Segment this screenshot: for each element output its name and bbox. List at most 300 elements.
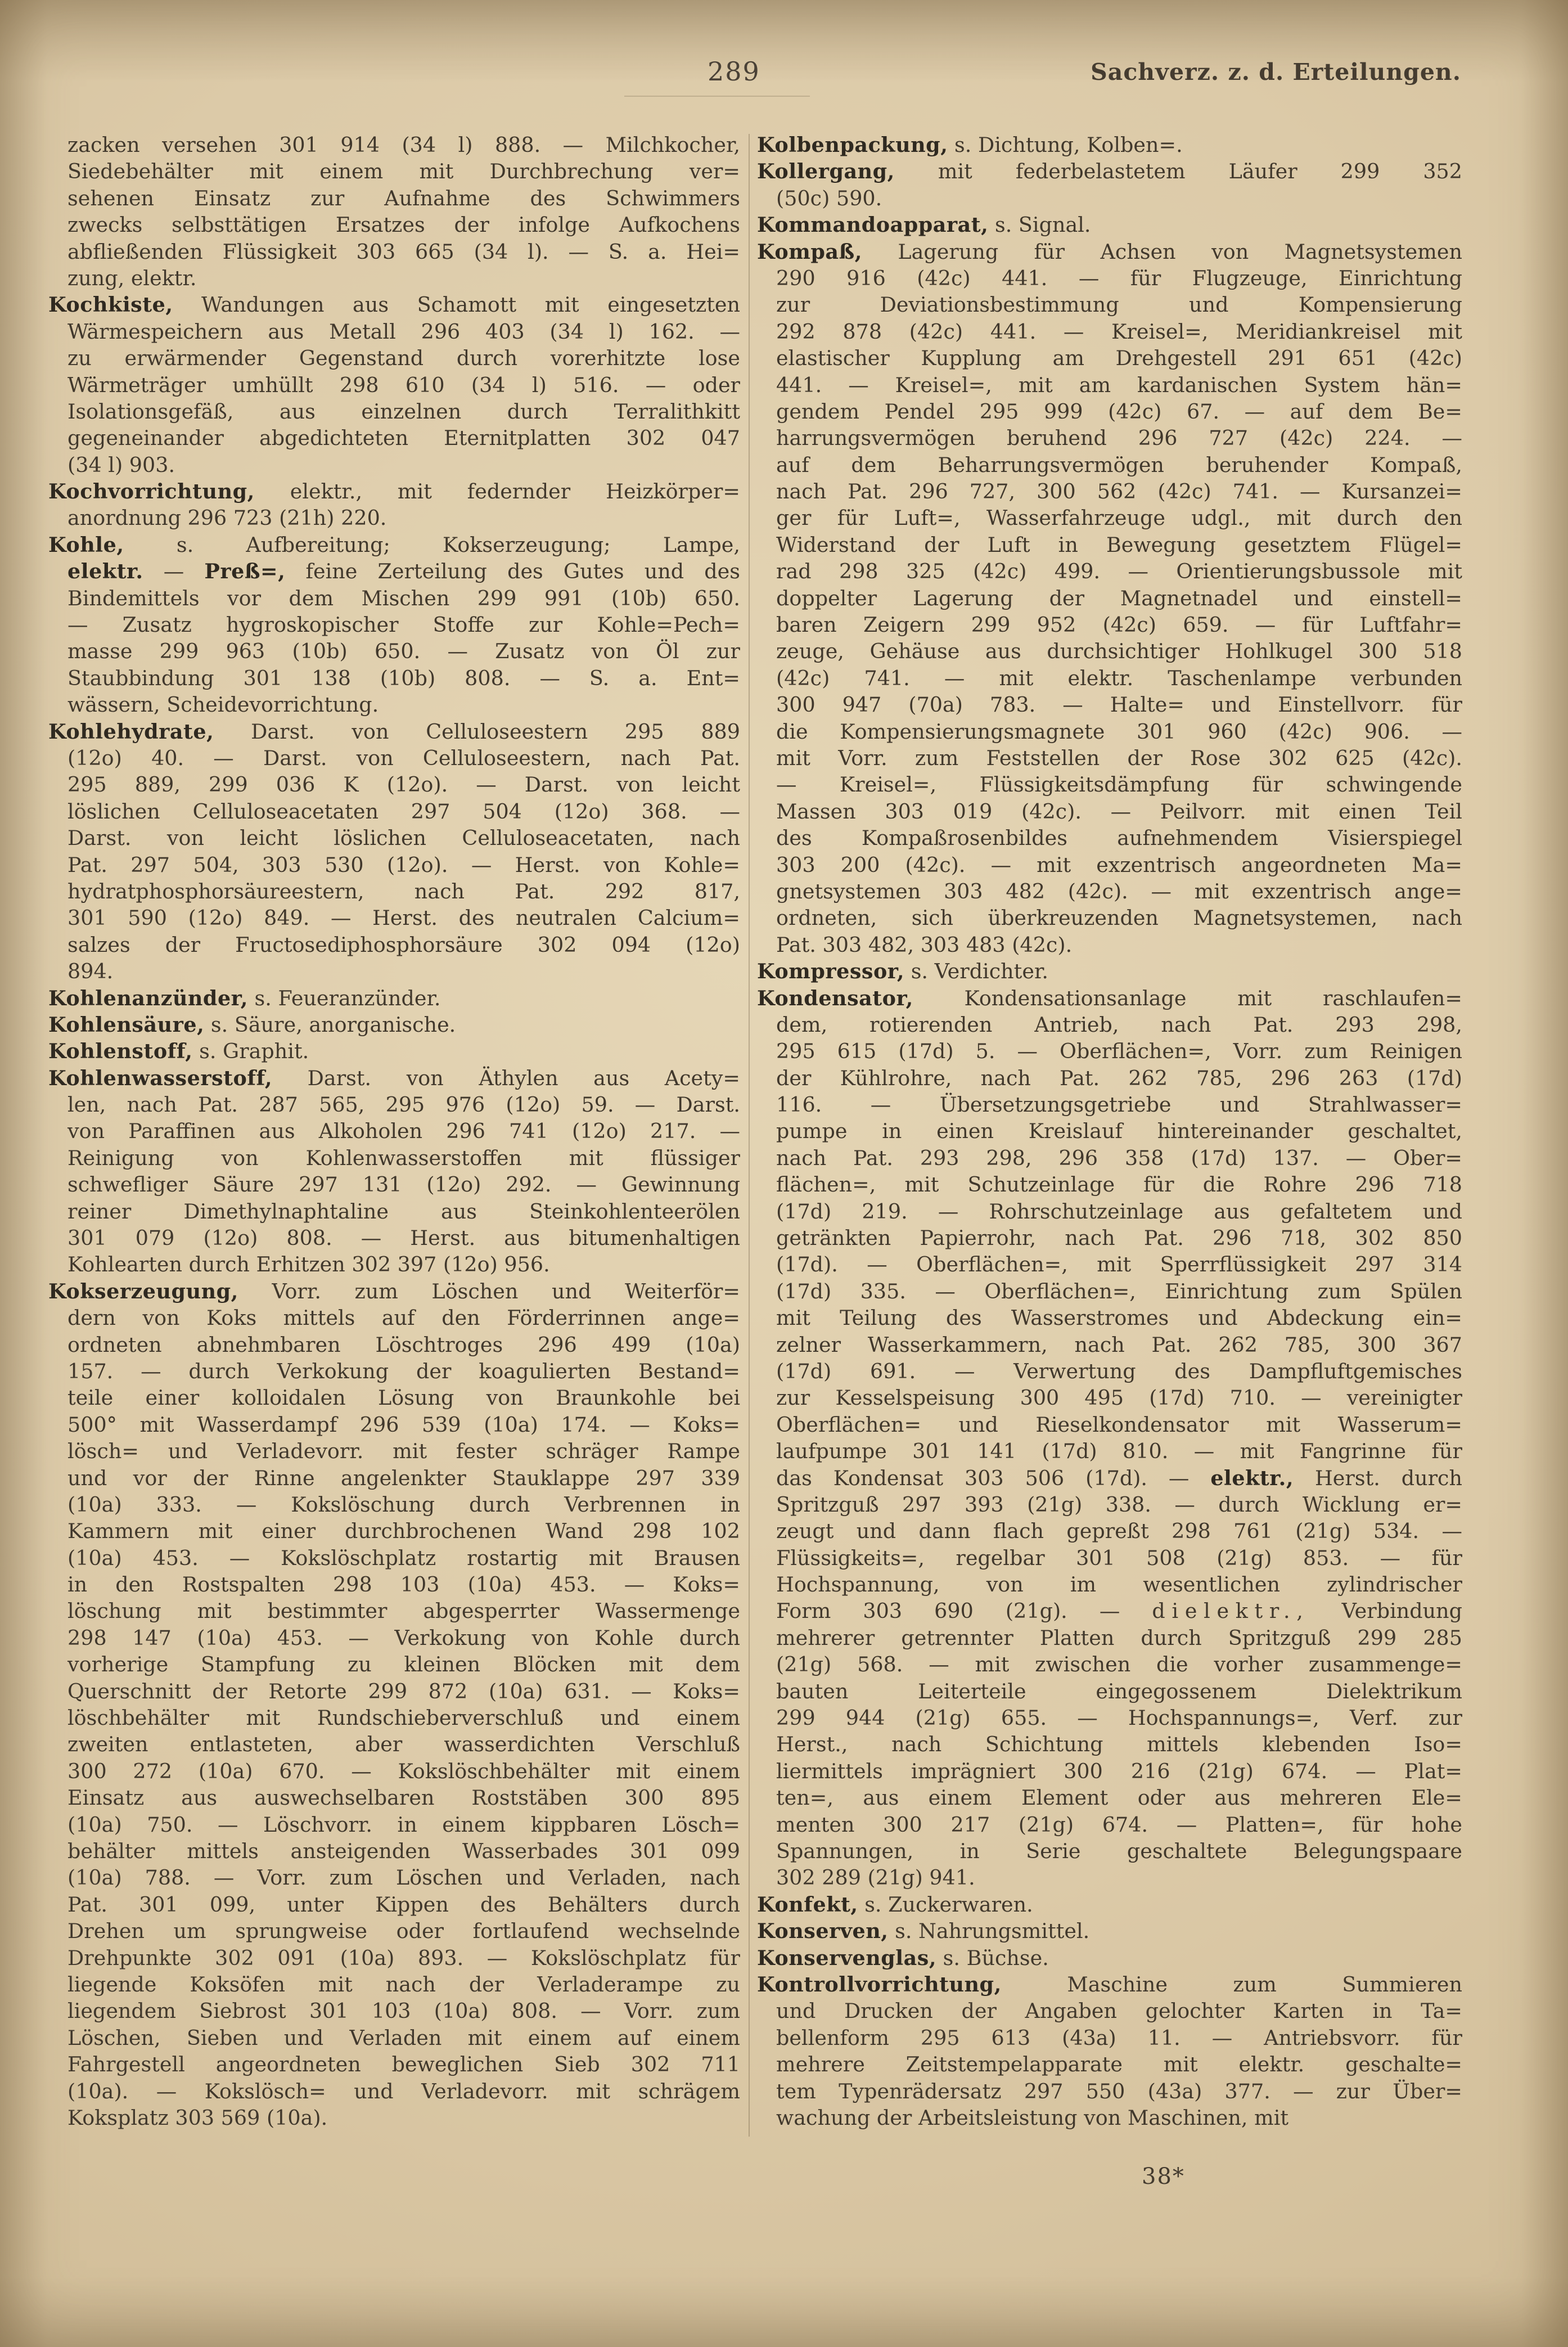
entry-line [757, 1651, 1462, 1678]
entry-text: Siedebehälter mit einem mit Durchbrechung ver= [67, 159, 740, 184]
entry-text: doppelter Lagerung der Magnetnadel und einstell= [776, 586, 1462, 610]
entry-line [757, 2025, 1462, 2051]
entry-text: schwefliger Säure 297 131 (12o) 292. — Gewinnung [67, 1172, 740, 1197]
entry-text: mit federbelastetem Läufer 299 352 [894, 159, 1462, 184]
entry-text: pumpe in einen Kreislauf hintereinander geschaltet, [776, 1119, 1462, 1144]
entry-text: Flüssigkeits=, regelbar 301 508 (21g) 853. — für [776, 1545, 1462, 1570]
index-entry [757, 212, 1462, 238]
entry-text: Massen 303 019 (42c). — Peilvorr. mit einen Teil [776, 799, 1462, 824]
entry-text: der Kühlrohre, nach Pat. 262 785, 296 263 (17d) [776, 1065, 1462, 1090]
entry-text: Kondensationsanlage mit raschlaufen= [913, 986, 1462, 1010]
entry-text: Kammern mit einer durchbrochenen Wand 298 102 [67, 1519, 740, 1544]
running-header-title: Sachverz. z. d. Erteilungen. [1091, 59, 1461, 86]
entry-text: (21g) 568. — mit zwischen die vorher zusammenge= [776, 1652, 1462, 1677]
entry-text: masse 299 963 (10b) 650. — Zusatz von Öl zur [67, 639, 740, 664]
entry-line [48, 1971, 740, 1998]
entry-text: mehrere Zeitstempelapparate mit elektr. geschalte= [776, 2052, 1462, 2077]
entry-line [48, 1731, 740, 1757]
entry-line [757, 1491, 1462, 1518]
entry-line [757, 1091, 1462, 1118]
entry-line [757, 505, 1462, 531]
entry-line [48, 1145, 740, 1171]
entry-line [48, 372, 740, 398]
entry-line [757, 638, 1462, 664]
entry-text: (34 l) 903. [67, 452, 175, 477]
entry-text: ten=, aus einem Element oder aus mehreren Ele= [776, 1786, 1462, 1810]
entry-text: des Kompaßrosenbildes aufnehmendem Visierspiegel [776, 826, 1462, 851]
entry-line [48, 2078, 740, 2105]
entry-text: (17d) 219. — Rohrschutzeinlage aus gefaltetem und [776, 1199, 1462, 1224]
entry-text: 894. [67, 959, 114, 984]
entry-line [757, 318, 1462, 345]
entry-line [48, 158, 740, 185]
entry-text: behälter mittels ansteigenden Wasserbades 301 099 [67, 1839, 740, 1863]
entry-line [48, 505, 740, 531]
entry-headword: Kolbenpackung, [757, 133, 948, 157]
entry-line [48, 1358, 740, 1384]
entry-text: Verbindung [1309, 1599, 1462, 1624]
entry-text: lösch= und Verladevorr. mit fester schräger Rampe [67, 1439, 740, 1464]
entry-text: mit Vorr. zum Feststellen der Rose 302 625 (42c). [776, 745, 1462, 770]
entry-text: Einsatz aus auswechselbaren Roststäben 300 895 [67, 1786, 740, 1810]
entry-text: 299 944 (21g) 655. — Hochspannungs=, Verf. zur [776, 1706, 1462, 1730]
entry-line [757, 1011, 1462, 1038]
entry-line [48, 239, 740, 265]
entry-line [757, 1571, 1462, 1598]
entry-line [757, 2105, 1462, 2131]
entry-text: (17d) 691. — Verwertung des Dampfluftgemisches [776, 1359, 1462, 1383]
entry-text: Maschine zum Summieren [1001, 1972, 1462, 1997]
entry-headword: Preß=, [204, 559, 286, 584]
entry-line [48, 1251, 740, 1278]
entry-line [757, 532, 1462, 558]
entry-text: flächen=, mit Schutzeinlage für die Rohre 296 718 [776, 1172, 1462, 1197]
entry-line [757, 425, 1462, 451]
entry-text: Lagerung für Achsen von Magnetsystemen [862, 239, 1462, 264]
entry-text: gnetsystemen 303 482 (42c). — mit exzentrisch ange= [776, 879, 1462, 903]
entry-line [757, 665, 1462, 691]
entry-text: rad 298 325 (42c) 499. — Orientierungsbussole mit [776, 559, 1462, 584]
entry-line [48, 1491, 740, 1518]
entry-text: Widerstand der Luft in Bewegung gesetztem Flügel= [776, 532, 1462, 557]
entry-text: liermittels imprägniert 300 216 (21g) 674. — Plat= [776, 1759, 1462, 1783]
entry-text: Fahrgestell angeordneten beweglichen Sieb 302 711 [67, 2052, 740, 2077]
entry-text: Staubbindung 301 138 (10b) 808. — S. a. Ent= [67, 666, 740, 690]
entry-line [48, 1091, 740, 1118]
entry-line [757, 612, 1462, 638]
entry-line [757, 1438, 1462, 1464]
entry-line [48, 2025, 740, 2051]
entry-line [757, 825, 1462, 851]
entry-text: ger für Luft=, Wasserfahrzeuge udgl., mit durch den [776, 506, 1462, 530]
entry-line [48, 1518, 740, 1544]
entry-headword: Konfekt, [757, 1892, 858, 1917]
entry-text: s. Aufbereitung; Kokserzeugung; Lampe, [124, 532, 740, 557]
entry-line [48, 1891, 740, 1918]
entry-line [757, 2078, 1462, 2105]
entry-line [757, 1811, 1462, 1838]
entry-line [757, 452, 1462, 478]
entry-line [48, 1838, 740, 1864]
entry-line [757, 265, 1462, 291]
entry-text: abfließenden Flüssigkeit 303 665 (34 l). — S. a. Hei= [67, 239, 740, 264]
entry-text: s. Säure, anorganische. [204, 1012, 456, 1037]
entry-text: ordneten, sich überkreuzenden Magnetsystemen, nach [776, 906, 1462, 930]
entry-headword: Kochvorrichtung, [48, 479, 255, 504]
entry-text: 295 615 (17d) 5. — Oberflächen=, Vorr. zum Reinigen [776, 1039, 1462, 1064]
entry-headword: Kompaß, [757, 239, 862, 264]
index-entry [757, 958, 1462, 984]
entry-text: s. Graphit. [192, 1039, 309, 1064]
entry-line [48, 1625, 740, 1651]
entry-text: löschbehälter mit Rundschieberverschluß und einem [67, 1706, 740, 1730]
entry-line [757, 1332, 1462, 1358]
index-entry [48, 1278, 740, 2132]
entry-text: 301 590 (12o) 849. — Herst. des neutralen Calcium= [67, 906, 740, 930]
entry-line [48, 212, 740, 238]
entry-text: len, nach Pat. 287 565, 295 976 (12o) 59. — Darst. [67, 1092, 740, 1117]
entry-text: 290 916 (42c) 441. — für Flugzeuge, Einrichtung [776, 266, 1462, 290]
entry-line [48, 1038, 740, 1064]
entry-headword: elektr., [1210, 1465, 1294, 1490]
entry-line [48, 1918, 740, 1944]
signature-mark: 38* [1142, 2164, 1185, 2189]
entry-line [757, 345, 1462, 371]
entry-line [757, 132, 1462, 158]
entry-text: dielektr., [1152, 1599, 1310, 1624]
entry-line [757, 1731, 1462, 1757]
entry-text: s. Dichtung, Kolben=. [948, 133, 1183, 157]
entry-text: liegendem Siebrost 301 103 (10a) 808. — Vorr. zum [67, 1999, 740, 2024]
entry-text: gendem Pendel 295 999 (42c) 67. — auf dem Be= [776, 399, 1462, 424]
entry-headword: Kondensator, [757, 986, 913, 1010]
entry-line [48, 1811, 740, 1838]
entry-text: und Drucken der Angaben gelochter Karten in Ta= [776, 1999, 1462, 2024]
entry-text: Drehen um sprungweise oder fortlaufend wechselnde [67, 1919, 740, 1944]
entry-line [757, 2051, 1462, 2078]
entry-text: sehenen Einsatz zur Aufnahme des Schwimmers [67, 186, 740, 210]
right-column [757, 132, 1462, 2131]
entry-line [48, 985, 740, 1011]
entry-text: nach Pat. 293 298, 296 358 (17d) 137. — Ober= [776, 1145, 1462, 1170]
column-divider-rule [749, 134, 750, 2137]
entry-text: 500° mit Wasserdampf 296 539 (10a) 174. — Koks= [67, 1412, 740, 1437]
entry-line [757, 398, 1462, 425]
entry-headword: Kokserzeugung, [48, 1279, 238, 1303]
entry-text: löschung mit bestimmter abgesperrter Wassermenge [67, 1599, 740, 1624]
entry-headword: Kohle, [48, 532, 124, 557]
entry-line [48, 1598, 740, 1624]
entry-text: reiner Dimethylnaphtaline aus Steinkohlenteerölen [67, 1199, 740, 1224]
entry-line [757, 745, 1462, 771]
entry-line [48, 1465, 740, 1491]
entry-line [757, 1198, 1462, 1225]
entry-text: Darst. von Äthylen aus Acety= [272, 1065, 740, 1090]
entry-headword: Kompressor, [757, 959, 905, 984]
entry-text: zung, elektr. [67, 266, 197, 290]
entry-text: Drehpunkte 302 091 (10a) 893. — Kokslöschplatz für [67, 1945, 740, 1970]
entry-text: und vor der Rinne angelenkter Stauklappe 297 339 [67, 1465, 740, 1490]
entry-line [757, 291, 1462, 318]
entry-text: wachung der Arbeitsleistung von Maschinen, mit [776, 2105, 1289, 2130]
entry-line [757, 1411, 1462, 1438]
entry-line [48, 291, 740, 318]
entry-text: Wärmeträger umhüllt 298 610 (34 l) 516. — oder [67, 372, 740, 397]
entry-text: das Kondensat 303 506 (17d). — [776, 1465, 1211, 1490]
entry-text: s. Feueranzünder. [247, 986, 441, 1010]
entry-line [48, 558, 740, 584]
index-entry [48, 1038, 740, 1064]
entry-text: salzes der Fructosediphosphorsäure 302 094 (12o) [67, 932, 740, 957]
entry-line [48, 478, 740, 505]
entry-headword: Kontrollvorrichtung, [757, 1972, 1002, 1997]
index-entry [48, 532, 740, 718]
index-entry [48, 478, 740, 532]
entry-line [48, 905, 740, 931]
entry-text: nach Pat. 296 727, 300 562 (42c) 741. — Kursanzei= [776, 479, 1462, 504]
entry-line [757, 1038, 1462, 1064]
entry-text: Herst., nach Schichtung mittels klebenden Iso= [776, 1732, 1462, 1757]
index-entry [48, 291, 740, 478]
entry-line [48, 612, 740, 638]
entry-line [48, 1864, 740, 1891]
entry-text: zur Deviationsbestimmung und Kompensierung [776, 293, 1462, 317]
entry-line [757, 1278, 1462, 1305]
entry-text: Hochspannung, von im wesentlichen zylindrischer [776, 1572, 1462, 1597]
entry-text: wässern, Scheidevorrichtung. [67, 693, 379, 717]
entry-text: Pat. 297 504, 303 530 (12o). — Herst. von Kohle= [67, 852, 740, 877]
entry-text: Oberflächen= und Rieselkondensator mit Wasserum= [776, 1412, 1462, 1437]
entry-line [48, 852, 740, 878]
entry-line [757, 558, 1462, 584]
entry-text: baren Zeigern 299 952 (42c) 659. — für Luftfahr= [776, 613, 1462, 637]
entry-line [757, 691, 1462, 718]
entry-line [48, 1998, 740, 2024]
entry-line [757, 1678, 1462, 1705]
index-entry [757, 132, 1462, 158]
entry-text: 303 200 (42c). — mit exzentrisch angeordneten Ma= [776, 852, 1462, 877]
entry-line [757, 1384, 1462, 1411]
entry-text: Reinigung von Kohlenwasserstoffen mit flüssiger [67, 1145, 740, 1170]
entry-line [757, 1171, 1462, 1198]
entry-headword: elektr. [67, 559, 143, 584]
entry-text: zur Kesselspeisung 300 495 (17d) 710. — vereinigter [776, 1386, 1462, 1410]
entry-line [48, 1758, 740, 1784]
entry-text: elektr., mit federnder Heizkörper= [254, 479, 740, 504]
entry-text: auf dem Beharrungsvermögen beruhender Kompaß, [776, 452, 1462, 477]
entry-text: dern von Koks mittels auf den Förderrinnen ange= [67, 1306, 740, 1330]
entry-line [757, 771, 1462, 798]
entry-line [48, 1705, 740, 1731]
entry-text: (10a) 788. — Vorr. zum Löschen und Verladen, nach [67, 1865, 740, 1890]
entry-line [757, 478, 1462, 505]
entry-text: dem, rotierenden Antrieb, nach Pat. 293 298, [776, 1012, 1462, 1037]
entry-line [757, 1518, 1462, 1544]
entry-text: hydratphosphorsäureestern, nach Pat. 292 817, [67, 879, 740, 903]
entry-text: zelner Wasserkammern, nach Pat. 262 785, 300 367 [776, 1332, 1462, 1357]
entry-line [48, 1011, 740, 1038]
entry-text: Spannungen, in Serie geschaltete Belegungspaare [776, 1839, 1462, 1863]
entry-text: 298 147 (10a) 453. — Verkokung von Kohle durch [67, 1625, 740, 1650]
entry-text: s. Nahrungsmittel. [888, 1919, 1090, 1944]
entry-line [757, 1864, 1462, 1891]
entry-text: löslichen Celluloseacetaten 297 504 (12o) 368. — [67, 799, 740, 824]
index-entry [757, 985, 1462, 1891]
entry-line [757, 1625, 1462, 1651]
entry-line [48, 318, 740, 345]
entry-text: 300 947 (70a) 783. — Halte= und Einstellvorr. für [776, 693, 1462, 717]
entry-line [757, 1945, 1462, 1971]
entry-text: (50c) 590. [776, 186, 882, 210]
entry-line [48, 1332, 740, 1358]
entry-text: (10a). — Kokslösch= und Verladevorr. mit schrägem [67, 2079, 740, 2103]
index-entry [757, 1918, 1462, 1944]
entry-line [48, 2051, 740, 2078]
entry-text: 301 079 (12o) 808. — Herst. aus bitumenhaltigen [67, 1226, 740, 1251]
entry-line [757, 1971, 1462, 1998]
entry-line [48, 132, 740, 158]
index-entry [757, 1971, 1462, 2131]
entry-line [48, 825, 740, 851]
entry-text: die Kompensierungsmagnete 301 960 (42c) 906. — [776, 719, 1462, 744]
entry-text: zacken versehen 301 914 (34 l) 888. — Milchkocher, [67, 133, 740, 157]
entry-text: 292 878 (42c) 441. — Kreisel=, Meridiankreisel mit [776, 319, 1462, 344]
entry-line [48, 1945, 740, 1971]
entry-text: — Zusatz hygroskopischer Stoffe zur Kohle=Pech= [67, 613, 740, 637]
entry-line [757, 852, 1462, 878]
entry-text: s. Zuckerwaren. [858, 1892, 1033, 1917]
entry-text: bellenform 295 613 (43a) 11. — Antriebsvorr. für [776, 2025, 1462, 2050]
index-entry [757, 239, 1462, 959]
entry-text: Herst. durch [1294, 1465, 1462, 1490]
index-entry [48, 1065, 740, 1278]
header-rule-artifact [624, 96, 810, 97]
entry-line [757, 1838, 1462, 1864]
entry-line [48, 1065, 740, 1091]
entry-text: mit Teilung des Wasserstromes und Abdeckung ein= [776, 1306, 1462, 1330]
entry-line [757, 1998, 1462, 2024]
entry-text: harrungsvermögen beruhend 296 727 (42c) 224. — [776, 426, 1462, 451]
entry-text: (10a) 750. — Löschvorr. in einem kippbaren Lösch= [67, 1812, 740, 1837]
entry-line [48, 1438, 740, 1464]
index-entry [48, 718, 740, 985]
index-entry [757, 1945, 1462, 1971]
entry-line [48, 452, 740, 478]
entry-line [757, 1065, 1462, 1091]
entry-line [48, 1571, 740, 1598]
entry-line [757, 932, 1462, 958]
entry-text: Darst. von leicht löslichen Celluloseacetaten, nach [67, 826, 740, 851]
entry-line [757, 1918, 1462, 1944]
left-column [48, 132, 740, 2131]
entry-line [757, 1891, 1462, 1918]
entry-text: Form 303 690 (21g). — [776, 1599, 1152, 1624]
entry-text: (17d). — Oberflächen=, mit Sperrflüssigkeit 297 314 [776, 1252, 1462, 1277]
entry-line [48, 1198, 740, 1225]
entry-line [757, 1545, 1462, 1571]
entry-text: Darst. von Celluloseestern 295 889 [214, 719, 740, 744]
entry-line [48, 2105, 740, 2131]
entry-line [48, 745, 740, 771]
entry-text: mehrerer getrennter Platten durch Spritzguß 299 285 [776, 1625, 1462, 1650]
entry-text: — Kreisel=, Flüssigkeitsdämpfung für schwingende [776, 772, 1462, 797]
entry-text: 302 289 (21g) 941. [776, 1865, 975, 1890]
entry-line [48, 1411, 740, 1438]
entry-text: elastischer Kupplung am Drehgestell 291 651 (42c) [776, 346, 1462, 371]
entry-text: teile einer kolloidalen Lösung von Braunkohle bei [67, 1386, 740, 1410]
index-entry [48, 1011, 740, 1038]
index-entry [757, 158, 1462, 212]
entry-text: tem Typenrädersatz 297 550 (43a) 377. — zur Über= [776, 2079, 1462, 2103]
entry-text: Pat. 301 099, unter Kippen des Behälters durch [67, 1892, 740, 1917]
entry-text: anordnung 296 723 (21h) 220. [67, 506, 387, 530]
entry-text: Spritzguß 297 393 (21g) 338. — durch Wicklung er= [776, 1492, 1462, 1517]
entry-line [48, 1678, 740, 1705]
entry-line [48, 1278, 740, 1305]
entry-headword: Kohlehydrate, [48, 719, 214, 744]
entry-text: gegeneinander abgedichteten Eternitplatten 302 047 [67, 426, 740, 451]
entry-line [48, 1118, 740, 1144]
entry-line [757, 1145, 1462, 1171]
entry-text: Querschnitt der Retorte 299 872 (10a) 631. — Koks= [67, 1679, 740, 1703]
entry-text: (10a) 453. — Kokslöschplatz rostartig mit Brausen [67, 1545, 740, 1570]
index-entry [48, 985, 740, 1011]
entry-text: s. Verdichter. [904, 959, 1048, 984]
entry-text: 295 889, 299 036 K (12o). — Darst. von leicht [67, 772, 740, 797]
entry-line [757, 958, 1462, 984]
index-entry [48, 132, 740, 291]
entry-text: zu erwärmender Gegenstand durch vorerhitzte lose [67, 346, 740, 371]
entry-line [757, 905, 1462, 931]
entry-line [757, 1758, 1462, 1784]
entry-text: zweiten entlasteten, aber wasserdichten Verschluß [67, 1732, 740, 1757]
entry-text: Löschen, Sieben und Verladen mit einem auf einem [67, 2025, 740, 2050]
entry-text: menten 300 217 (21g) 674. — Platten=, für hohe [776, 1812, 1462, 1837]
entry-headword: Konserven, [757, 1919, 889, 1944]
entry-line [757, 1784, 1462, 1811]
entry-text: Vorr. zum Löschen und Weiterför= [238, 1279, 740, 1303]
entry-line [48, 1651, 740, 1678]
entry-line [757, 212, 1462, 238]
index-entry [757, 1891, 1462, 1918]
entry-line [757, 798, 1462, 825]
entry-text: Bindemittels vor dem Mischen 299 991 (10b) 650. [67, 586, 740, 610]
entry-text: vorherige Stampfung zu kleinen Blöcken mit dem [67, 1652, 740, 1677]
entry-text: Kohlearten durch Erhitzen 302 397 (12o) 956. [67, 1252, 550, 1277]
entry-line [48, 425, 740, 451]
entry-line [757, 1225, 1462, 1251]
entry-line [757, 185, 1462, 212]
entry-headword: Kohlenanzünder, [48, 986, 248, 1010]
entry-headword: Konservenglas, [757, 1945, 937, 1970]
entry-text: laufpumpe 301 141 (17d) 810. — mit Fangrinne für [776, 1439, 1462, 1464]
entry-line [48, 691, 740, 718]
entry-text: ordneten abnehmbaren Löschtroges 296 499 (10a) [67, 1332, 740, 1357]
entry-headword: Kohlenstoff, [48, 1039, 193, 1064]
entry-line [48, 1784, 740, 1811]
entry-line [757, 1465, 1462, 1491]
entry-text: s. Signal. [988, 213, 1091, 237]
entry-line [48, 345, 740, 371]
entry-line [48, 1545, 740, 1571]
entry-line [757, 1118, 1462, 1144]
entry-line [48, 532, 740, 558]
entry-text: von Paraffinen aus Alkoholen 296 741 (12o) 217. — [67, 1119, 740, 1144]
entry-text: in den Rostspalten 298 103 (10a) 453. — Koks= [67, 1572, 740, 1597]
entry-line [757, 585, 1462, 612]
entry-headword: Kollergang, [757, 159, 895, 184]
entry-line [48, 398, 740, 425]
